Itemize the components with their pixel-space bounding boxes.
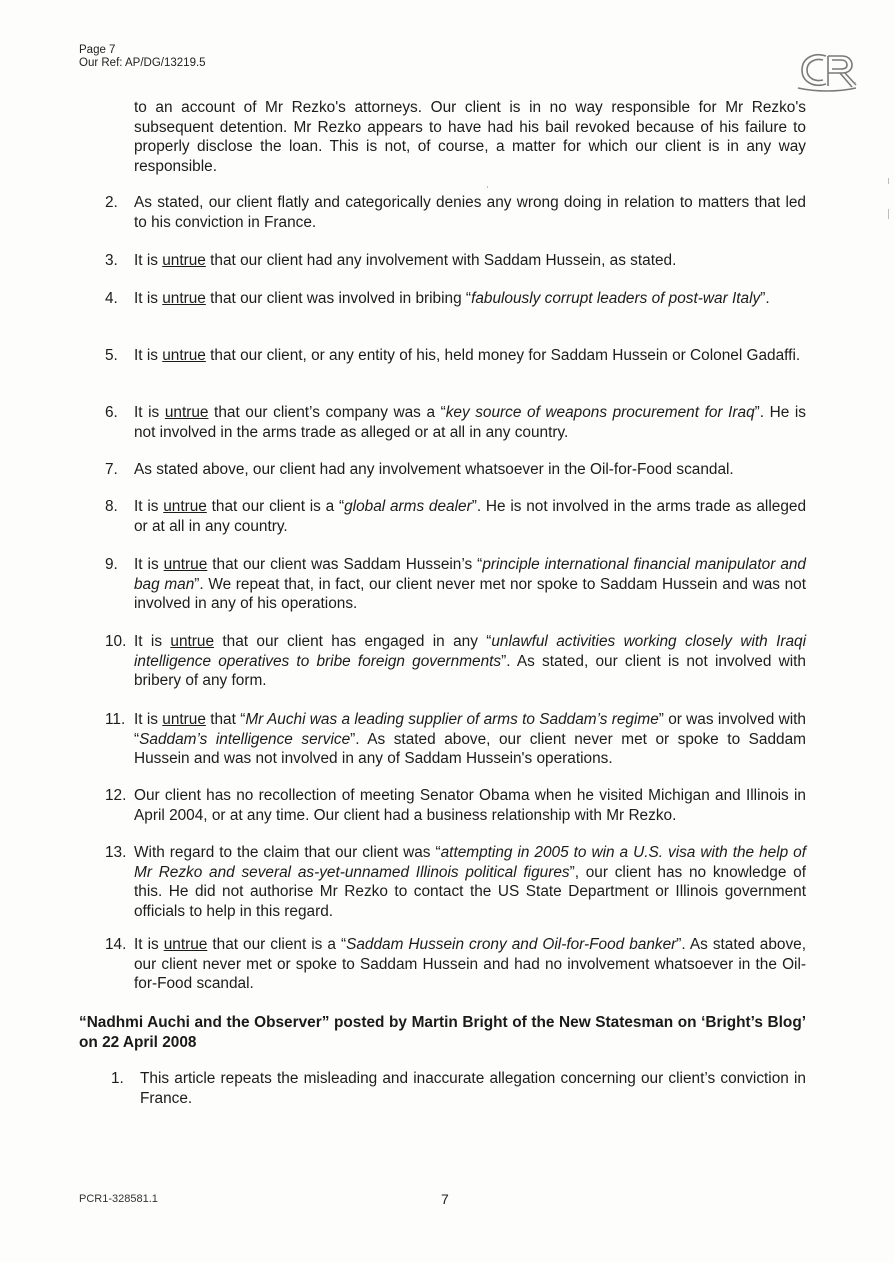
list-item-text bbox=[134, 346, 806, 366]
list-item bbox=[105, 403, 806, 442]
section-heading: “Nadhmi Auchi and the Observer” posted by Martin Bright of the New Statesman on ‘Bright’s Blog’ on 22 April 2008 bbox=[79, 1014, 806, 1051]
list-item-text bbox=[134, 843, 806, 921]
reference-label: Our Ref: AP/DG/13219.5 bbox=[79, 57, 206, 69]
list-item-number: 3. bbox=[105, 252, 118, 269]
list-item-text bbox=[134, 403, 806, 442]
text-run: that our client’s company was a “ bbox=[208, 404, 446, 421]
list-item-number: 4. bbox=[105, 290, 118, 307]
text-run: that our client was Saddam Hussein’s “ bbox=[207, 556, 483, 573]
quoted-allegation: global arms dealer bbox=[344, 498, 472, 515]
list-item-number: 9. bbox=[105, 556, 118, 573]
quoted-allegation: principle international financial manipulator and bag man bbox=[134, 556, 806, 593]
list-item bbox=[105, 346, 806, 366]
list-item-text bbox=[134, 251, 806, 271]
list-item-number: 13. bbox=[105, 844, 127, 861]
list-item bbox=[105, 632, 806, 691]
text-run: It is bbox=[134, 633, 171, 650]
text-run: ”. He is not involved in the arms trade as alleged or at all in any country. bbox=[134, 498, 806, 535]
text-run: ”. As stated above, our client never met or spoke to Saddam Hussein and had no involvement whatsoever in the Oil-for-Food scandal. bbox=[134, 936, 806, 993]
list-item bbox=[105, 193, 806, 232]
intro-continuation-paragraph: to an account of Mr Rezko's attorneys. Our client is in no way responsible for Mr Rezko's subsequent detention. Mr Rezko appears to have had his bail revoked because of his failure to properly disclose the loan. This is not, of course, a matter for which our client is in any way responsible. bbox=[134, 99, 806, 175]
list-item bbox=[105, 289, 806, 309]
text-run: that our client, or any entity of his, held money for Saddam Hussein or Colonel Gadaffi. bbox=[205, 347, 801, 364]
quoted-allegation: Saddam Hussein crony and Oil-for-Food banker bbox=[346, 936, 677, 953]
list-item bbox=[105, 497, 806, 536]
list-item-text bbox=[134, 289, 806, 309]
list-item-text bbox=[134, 935, 806, 994]
list-item-number: 11. bbox=[105, 711, 126, 728]
list-item bbox=[105, 786, 806, 825]
underlined-emphasis: untrue bbox=[163, 498, 207, 515]
text-run: that our client is a “ bbox=[206, 498, 345, 515]
text-run: that our client had any involvement with Saddam Hussein, as stated. bbox=[205, 252, 677, 269]
text-run: that our client was involved in bribing “ bbox=[205, 290, 472, 307]
text-run: As stated, our client flatly and categorically denies any wrong doing in relation to matters that led to his conviction in France. bbox=[134, 194, 806, 231]
list-item-text bbox=[134, 710, 806, 769]
text-run: It is bbox=[134, 404, 165, 421]
text-run: It is bbox=[134, 347, 163, 364]
text-run: ”. We repeat that, in fact, our client never met nor spoke to Saddam Hussein and was not involved in any of his operations. bbox=[134, 575, 806, 613]
text-run: It is bbox=[134, 711, 163, 728]
list-item-number: 8. bbox=[105, 498, 118, 515]
quoted-allegation: Saddam’s intelligence service bbox=[139, 730, 351, 748]
quoted-allegation: key source of weapons procurement for Iraq bbox=[445, 404, 755, 421]
text-run: This article repeats the misleading and inaccurate allegation concerning our client’s conviction in France. bbox=[140, 1070, 806, 1107]
text-run: It is bbox=[134, 290, 163, 307]
quoted-allegation: Mr Auchi was a leading supplier of arms to Saddam’s regime bbox=[245, 711, 659, 728]
quoted-allegation: attempting in 2005 to win a U.S. visa with the help of Mr Rezko and several as-yet-unnamed Illinois political figures bbox=[134, 844, 806, 881]
scan-speck bbox=[888, 178, 889, 184]
list-item-text bbox=[134, 555, 806, 614]
firm-monogram-logo-icon bbox=[796, 48, 858, 94]
list-item-number: 1. bbox=[111, 1070, 124, 1087]
list-item bbox=[105, 935, 806, 994]
scan-speck bbox=[487, 186, 488, 188]
page-header bbox=[79, 44, 206, 70]
underlined-emphasis: untrue bbox=[162, 290, 206, 307]
list-item-text bbox=[134, 786, 806, 825]
list-item-number: 14. bbox=[105, 936, 127, 953]
list-item bbox=[105, 251, 806, 271]
scan-speck bbox=[888, 209, 889, 219]
text-run: As stated above, our client had any involvement whatsoever in the Oil-for-Food scandal. bbox=[134, 461, 734, 478]
underlined-emphasis: untrue bbox=[162, 347, 206, 364]
list-item-text bbox=[134, 193, 806, 232]
underlined-emphasis: untrue bbox=[164, 404, 209, 421]
underlined-emphasis: untrue bbox=[162, 711, 206, 728]
text-run: ” or was involved with “ bbox=[134, 711, 806, 748]
list-item-number: 2. bbox=[105, 194, 118, 211]
list-item bbox=[105, 710, 806, 769]
text-run: It is bbox=[134, 936, 164, 953]
text-run: ”. He is not involved in the arms trade as alleged or at all in any country. bbox=[134, 404, 807, 441]
list-item-number: 10. bbox=[105, 633, 127, 650]
list-item bbox=[105, 555, 806, 614]
quoted-allegation: fabulously corrupt leaders of post-war Italy bbox=[471, 290, 761, 307]
page-label: Page 7 bbox=[79, 44, 116, 56]
list-item bbox=[111, 1069, 806, 1108]
text-run: ”. bbox=[760, 290, 770, 307]
list-item-text bbox=[140, 1069, 806, 1108]
list-item-number: 6. bbox=[105, 404, 118, 421]
text-run: With regard to the claim that our client was “ bbox=[134, 844, 441, 861]
text-run: It is bbox=[134, 252, 163, 269]
scan-speck bbox=[855, 82, 856, 84]
list-item-text bbox=[134, 632, 806, 691]
text-run: It is bbox=[134, 556, 164, 573]
document-reference: PCR1-328581.1 bbox=[79, 1193, 158, 1205]
list-item-number: 7. bbox=[105, 461, 118, 478]
list-item bbox=[105, 843, 806, 921]
text-run: Our client has no recollection of meeting Senator Obama when he visited Michigan and Illinois in April 2004, or at any time. Our client had a business relationship with Mr Rezko. bbox=[134, 787, 806, 824]
text-run: that “ bbox=[205, 711, 246, 728]
text-run: ”. As stated, our client is not involved with bribery of any form. bbox=[134, 652, 806, 690]
text-run: that our client is a “ bbox=[207, 936, 347, 953]
underlined-emphasis: untrue bbox=[163, 936, 208, 953]
underlined-emphasis: untrue bbox=[162, 252, 206, 269]
quoted-allegation: unlawful activities working closely with Iraqi intelligence operatives to bribe foreign governments bbox=[134, 633, 807, 670]
text-run: It is bbox=[134, 498, 164, 515]
list-item bbox=[105, 460, 806, 480]
list-item-number: 5. bbox=[105, 347, 118, 364]
list-item-text bbox=[134, 497, 806, 536]
text-run: that our client has engaged in any “ bbox=[214, 633, 492, 650]
list-item-text bbox=[134, 460, 806, 480]
text-run: ”, our client has no knowledge of this. He did not authorise Mr Rezko to contact the US State Department or Illinois government officials to help in this regard. bbox=[134, 863, 806, 920]
underlined-emphasis: untrue bbox=[163, 556, 208, 573]
text-run: ”. As stated above, our client never met or spoke to Saddam Hussein and was not involved in any of Saddam Hussein's operations. bbox=[134, 730, 806, 768]
underlined-emphasis: untrue bbox=[170, 633, 215, 650]
list-item-number: 12. bbox=[105, 787, 127, 804]
page-number: 7 bbox=[441, 1191, 449, 1207]
